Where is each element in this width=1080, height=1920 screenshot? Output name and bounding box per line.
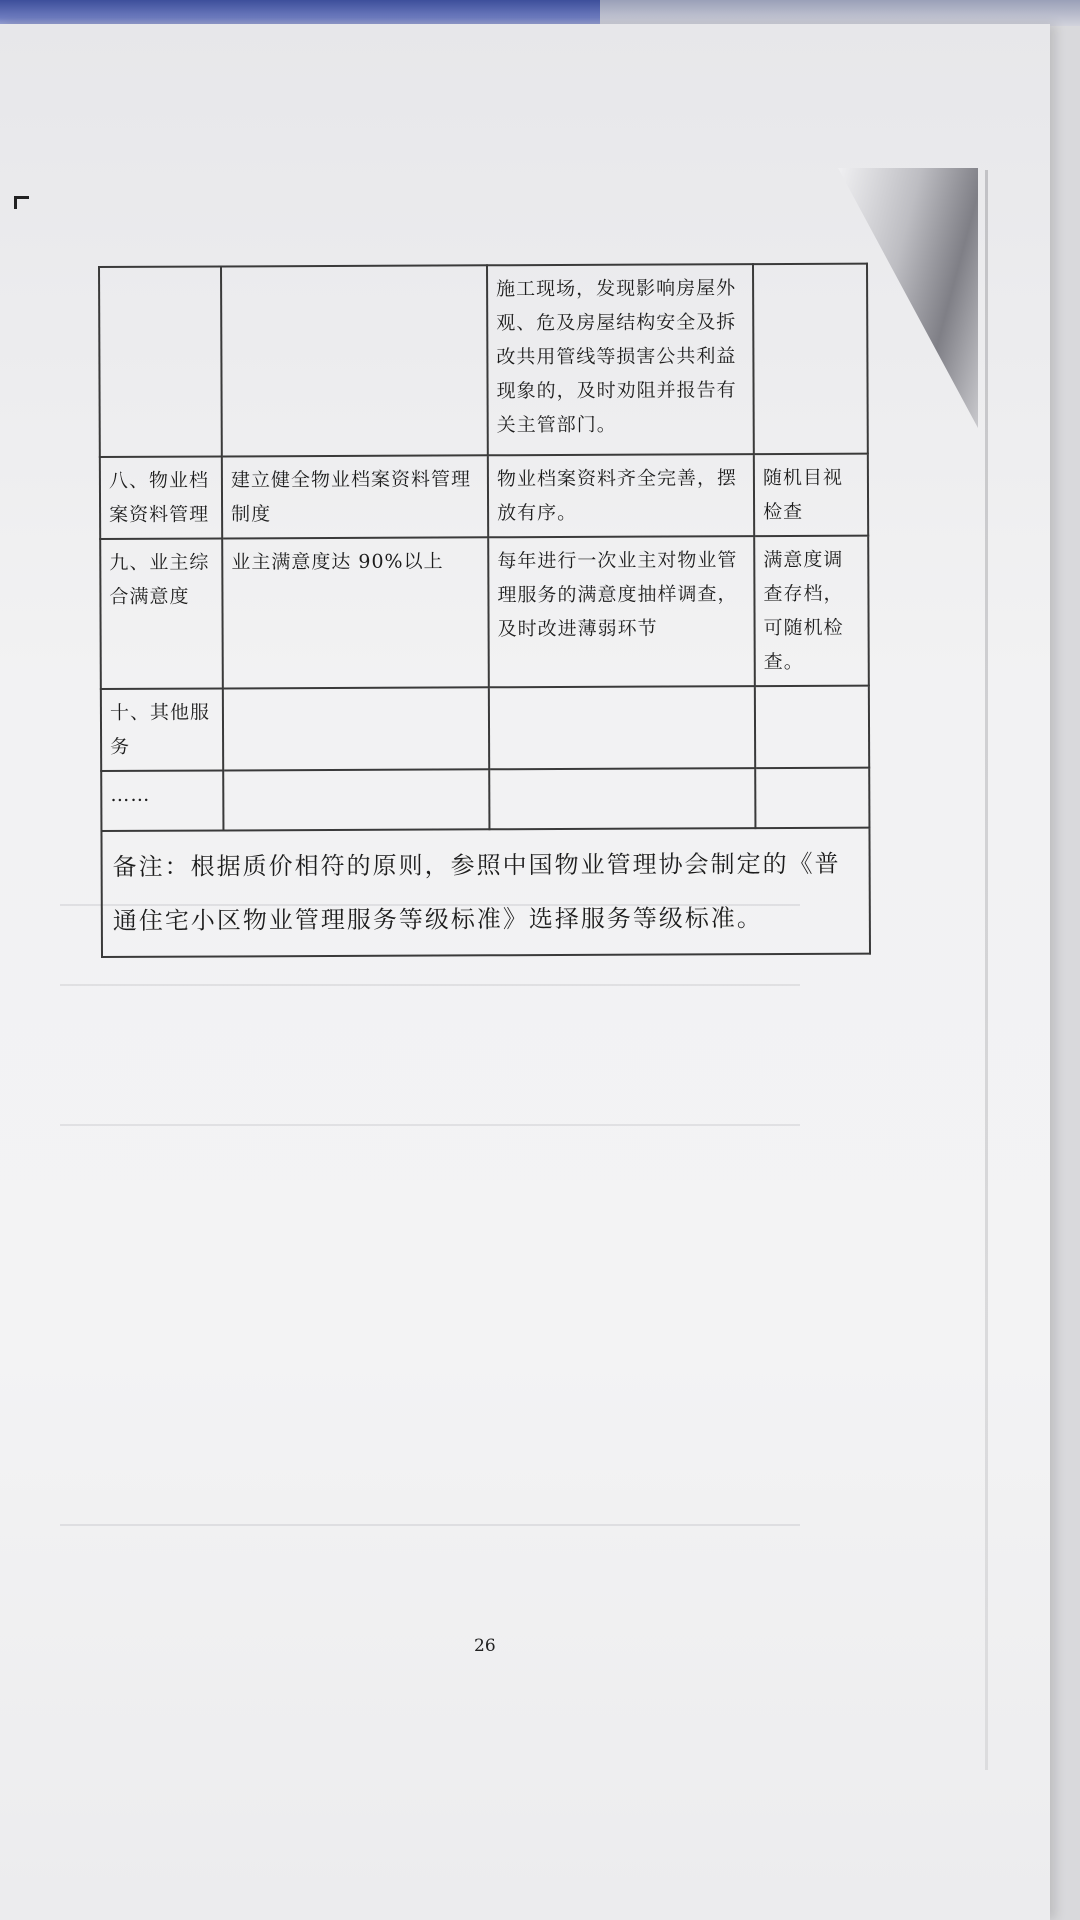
- table-cell: [753, 264, 868, 454]
- table-cell: ……: [101, 770, 223, 831]
- table-cell: 满意度调查存档，可随机检查。: [754, 536, 869, 686]
- background-object: [600, 0, 1080, 26]
- bleed-through-line: [60, 1524, 800, 1526]
- table-cell: 物业档案资料齐全完善，摆放有序。: [488, 454, 754, 537]
- table-cell: 九、业主综合满意度: [100, 538, 223, 689]
- table-cell: 业主满意度达 90%以上: [222, 537, 489, 688]
- table-cell: [99, 266, 222, 457]
- bleed-through-line: [60, 984, 800, 986]
- table-cell: [489, 686, 755, 769]
- table-cell: [223, 769, 489, 830]
- table-row: [101, 768, 869, 831]
- table-cell: [489, 768, 755, 829]
- table-row: [101, 686, 869, 771]
- note-text: 备注：根据质价相符的原则，参照中国物业管理协会制定的《普通住宅小区物业管理服务等级标准》选择服务等级标准。: [101, 828, 870, 957]
- table-cell: 随机目视检查: [754, 454, 868, 536]
- note-row: [101, 828, 870, 957]
- table-cell: 每年进行一次业主对物业管理服务的满意度抽样调查，及时改进薄弱环节: [488, 536, 755, 687]
- table-row: [100, 536, 869, 689]
- table-cell: 八、物业档案资料管理: [100, 456, 222, 539]
- table-cell: [223, 687, 489, 770]
- page-edge: [985, 170, 988, 1770]
- table-cell: 十、其他服务: [101, 688, 223, 771]
- corner-mark: [14, 196, 29, 209]
- page-number: 26: [474, 1636, 496, 1656]
- table-cell: 建立健全物业档案资料管理制度: [222, 455, 488, 538]
- table-row: [100, 454, 868, 539]
- bleed-through-line: [60, 1124, 800, 1126]
- table-cell: [221, 265, 488, 456]
- table-cell: [755, 768, 869, 828]
- table-cell: 施工现场，发现影响房屋外观、危及房屋结构安全及拆改共用管线等损害公共利益现象的，及时劝阻并报告有关主管部门。: [487, 264, 754, 455]
- table-row: [99, 264, 868, 457]
- table-cell: [755, 686, 869, 768]
- service-standard-table: [98, 263, 871, 958]
